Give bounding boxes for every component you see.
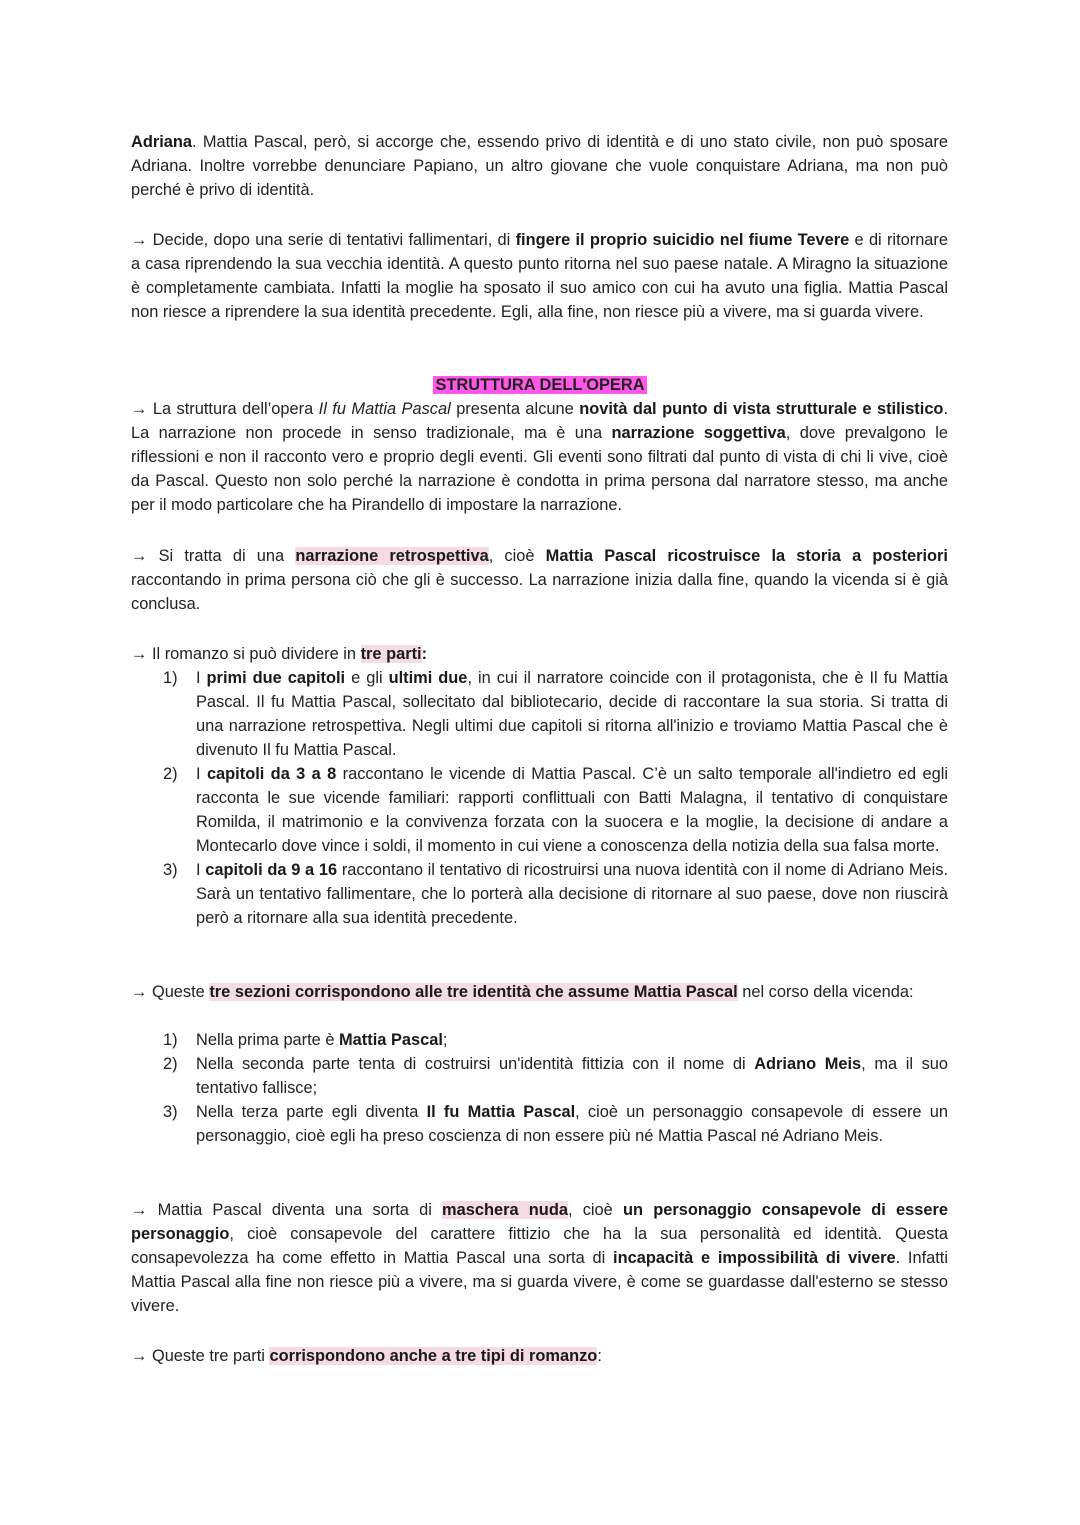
italic-title: Il fu Mattia Pascal <box>318 400 451 418</box>
list-parti <box>131 666 948 930</box>
paragraph-tre-sezioni <box>131 980 948 1004</box>
text: → Queste tre parti <box>131 1347 270 1365</box>
list-number: 2) <box>163 765 178 783</box>
text: , cioè <box>567 1201 623 1219</box>
text: . Infatti Mattia Pascal alla fine non riesce più a vivere, ma si guarda vivere, è come se guardasse dall'esterno se stesso vivere. <box>131 1249 948 1315</box>
section-heading <box>0 373 1080 397</box>
text: , in cui il narratore coincide con il protagonista, che è Il fu Mattia Pascal. Il fu Mattia Pascal, sollecitato dal bibliotecario, decide di raccontare la sua storia. Si tratta di una narrazione retrospettiva. Negli ultimi due capitoli si ritorna all'inizio e troviamo Mattia Pascal che è divenuto Il fu Mattia Pascal. <box>196 669 948 759</box>
list-identita <box>131 1028 948 1148</box>
text: ; <box>442 1031 448 1049</box>
list-item <box>131 1100 948 1148</box>
list-item <box>131 858 948 930</box>
bold-text: capitoli da 3 a 8 <box>206 765 337 783</box>
list-number: 3) <box>163 861 178 879</box>
bold-text: Mattia Pascal ricostruisce la storia a posteriori <box>545 547 948 565</box>
text: → Il romanzo si può dividere in <box>131 645 361 663</box>
text: : <box>597 1347 602 1365</box>
text: . Mattia Pascal, però, si accorge che, essendo privo di identità e di uno stato civile, non può sposare Adriana. Inoltre vorrebbe denunciare Papiano, un altro giovane che vuole conquistare Adriana, ma non può perché è privo di identità. <box>131 133 948 199</box>
text: presenta alcune <box>450 400 580 418</box>
bold-text: novità dal punto di vista strutturale e stilistico <box>579 400 944 418</box>
text: Nella terza parte egli diventa <box>196 1103 427 1121</box>
text: nel corso della vicenda: <box>737 983 914 1001</box>
text: Nella prima parte è <box>196 1031 340 1049</box>
text: → Si tratta di una <box>131 547 296 565</box>
text: raccontando in prima persona ciò che gli è successo. La narrazione inizia dalla fine, quando la vicenda si è già conclusa. <box>131 571 948 613</box>
text: , cioè consapevole del carattere fittizio che ha la sua personalità ed identità. Questa consapevolezza ha come effetto in Mattia Pascal una sorta di <box>131 1225 948 1267</box>
text: → Decide, dopo una serie di tentativi fallimentari, di <box>131 231 516 249</box>
paragraph-retrospettiva <box>131 544 948 616</box>
text: I <box>196 669 207 687</box>
text: e di ritornare a casa riprendendo la sua vecchia identità. A questo punto ritorna nel suo paese natale. A Miragno la situazione è completamente cambiata. Infatti la moglie ha sposato il suo amico con cui ha avuto una figlia. Mattia Pascal non riesce a riprendere la sua identità precedente. Egli, alla fine, non riesce più a vivere, ma si guarda vivere. <box>131 231 949 321</box>
highlighted-bold-text: tre parti <box>360 645 422 663</box>
text: , ma il suo tentativo fallisce; <box>196 1055 948 1097</box>
text: : <box>421 645 428 663</box>
text: I <box>196 861 206 879</box>
bold-text: un personaggio consapevole di essere personaggio <box>131 1201 948 1243</box>
list-item <box>131 1028 948 1052</box>
text: Nella seconda parte tenta di costruirsi un'identità fittizia con il nome di <box>196 1055 755 1073</box>
list-item <box>131 762 948 858</box>
paragraph-maschera-nuda <box>131 1198 948 1318</box>
text: , dove prevalgono le riflessioni e non il racconto vero e proprio degli eventi. Gli eventi sono filtrati dal punto di vista di chi li vive, cioè da Pascal. Questo non solo perché la narrazione è condotta in prima persona dal narratore stesso, ma anche per il modo particolare che ha Pirandello di impostare la narrazione. <box>131 424 948 514</box>
bold-text: fingere il proprio suicidio nel fiume Tevere <box>515 231 850 249</box>
text: , cioè un personaggio consapevole di essere un personaggio, cioè egli ha preso coscienza di non essere più né Mattia Pascal né Adriano Meis. <box>196 1103 948 1145</box>
bold-text: capitoli da 9 a 16 <box>205 861 338 879</box>
text: e gli <box>345 669 389 687</box>
heading-highlight: STRUTTURA DELL'OPERA <box>435 376 645 394</box>
paragraph-suicidio <box>131 228 948 324</box>
text: → Mattia Pascal diventa una sorta di <box>131 1201 443 1219</box>
text: . La narrazione non procede in senso tradizionale, ma è una <box>131 400 949 442</box>
paragraph-tipi-romanzo <box>131 1344 948 1368</box>
list-item <box>131 1052 948 1100</box>
highlighted-bold-text: narrazione retrospettiva <box>295 547 489 565</box>
highlighted-bold-text: maschera nuda <box>442 1201 568 1219</box>
bold-text: Il fu Mattia Pascal <box>426 1103 576 1121</box>
bold-text: Adriano Meis <box>754 1055 862 1073</box>
bold-text: ultimi due <box>388 669 468 687</box>
text: raccontano il tentativo di ricostruirsi una nuova identità con il nome di Adriano Meis. Sarà un tentativo fallimentare, che lo porterà alla decisione di ritornare al suo paese, dove non riuscirà però a ritornare alla sua identità precedente. <box>196 861 949 927</box>
text: I <box>196 765 207 783</box>
highlighted-bold-text: corrispondono anche a tre tipi di romanzo <box>269 1347 598 1365</box>
list-number: 3) <box>163 1103 178 1121</box>
list-item <box>131 666 948 762</box>
paragraph-struttura <box>131 397 948 517</box>
bold-text: Mattia Pascal <box>339 1031 443 1049</box>
bold-text: Adriana <box>131 133 193 151</box>
highlighted-bold-text: tre sezioni corrispondono alle tre identità che assume Mattia Pascal <box>209 983 738 1001</box>
bold-text: narrazione soggettiva <box>611 424 786 442</box>
text: → La struttura dell’opera <box>131 400 319 418</box>
text: raccontano le vicende di Mattia Pascal. C’è un salto temporale all'indietro ed egli racconta le sue vicende familiari: rapporti conflittuali con Batti Malagna, il tentativo di conquistare Romilda, il matrimonio e la convivenza forzata con la suocera e la moglie, la decisione di andare a Montecarlo dove vince i soldi, il momento in cui viene a conoscenza della notizia della sua falsa morte. <box>196 765 948 855</box>
paragraph-adriana <box>131 130 948 202</box>
bold-text: incapacità e impossibilità di vivere <box>613 1249 896 1267</box>
list-number: 1) <box>163 669 178 687</box>
bold-text: primi due capitoli <box>206 669 346 687</box>
text: , cioè <box>488 547 546 565</box>
list-number: 2) <box>163 1055 178 1073</box>
paragraph-tre-parti <box>131 642 948 666</box>
list-number: 1) <box>163 1031 178 1049</box>
text: → Queste <box>131 983 210 1001</box>
